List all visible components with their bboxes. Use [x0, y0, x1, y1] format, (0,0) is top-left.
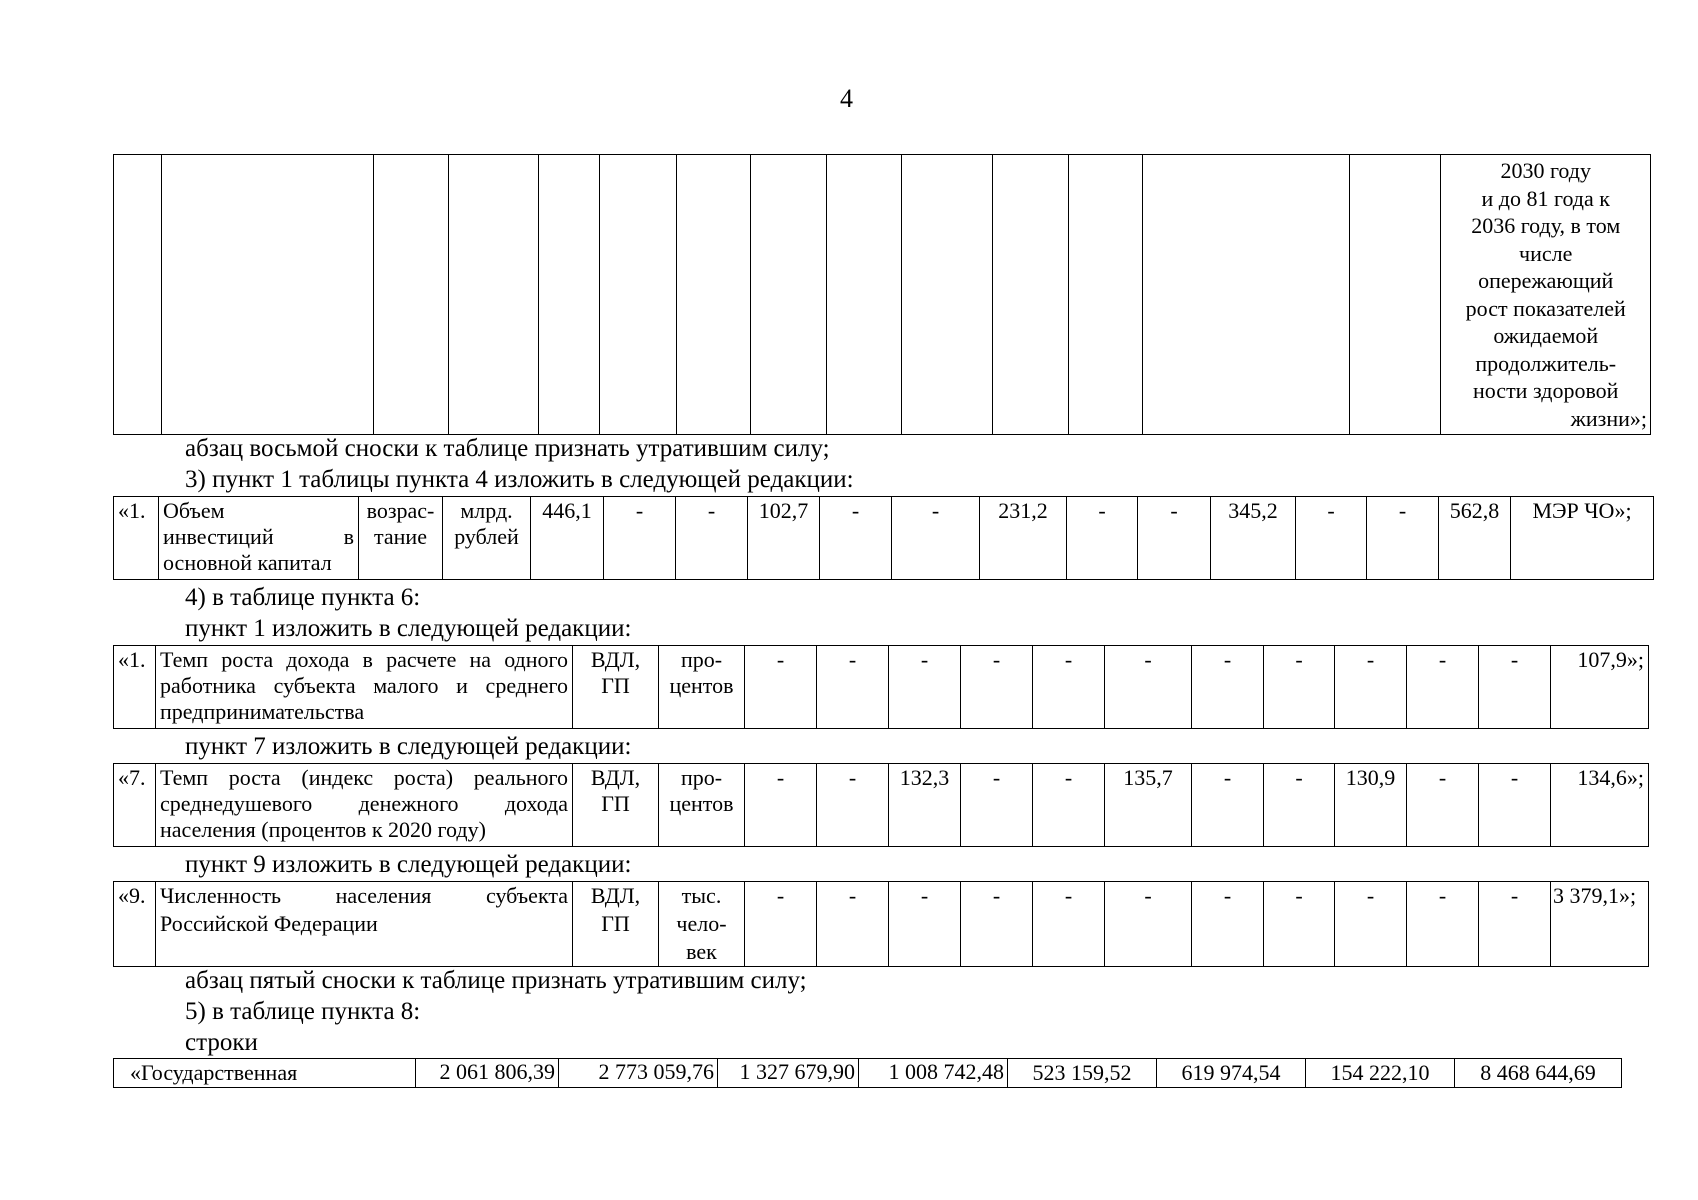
- paragraph-rows: строки: [185, 1029, 258, 1056]
- value-cell: 446,1: [531, 497, 604, 580]
- value-cell: -: [961, 646, 1033, 729]
- unit-cell: про- центов: [659, 646, 745, 729]
- value-cell: -: [1105, 646, 1192, 729]
- table-point-7: [113, 763, 1649, 847]
- value-cell: -: [889, 646, 961, 729]
- program-name: «Государственная: [114, 1059, 416, 1088]
- value-cell: 345,2: [1211, 497, 1296, 580]
- value-cell: -: [1192, 646, 1264, 729]
- paragraph-footnote-five: абзац пятый сноски к таблице признать утратившим силу;: [185, 967, 807, 994]
- paragraph-point-9: пункт 9 изложить в следующей редакции:: [185, 851, 632, 878]
- value-cell: 231,2: [980, 497, 1067, 580]
- table-row: [114, 646, 1649, 729]
- unit-cell: тыс. чело- век: [659, 882, 745, 967]
- value-cell: -: [1264, 646, 1335, 729]
- amount-cell: 2 773 059,76: [559, 1059, 718, 1088]
- table-cell: [599, 155, 676, 435]
- value-cell: -: [961, 882, 1033, 967]
- value-cell: -: [1264, 764, 1335, 847]
- paragraph-footnote-eight: абзац восьмой сноски к таблице признать утратившим силу;: [185, 435, 830, 462]
- paragraph-item-4-point-1: пункт 1 изложить в следующей редакции:: [185, 615, 632, 642]
- value-cell: -: [1479, 764, 1551, 847]
- value-cell: -: [1033, 646, 1105, 729]
- value-cell: -: [1335, 882, 1407, 967]
- value-cell: -: [1335, 646, 1407, 729]
- table-cell: [373, 155, 448, 435]
- value-cell: -: [889, 882, 961, 967]
- source-cell: ВДЛ, ГП: [573, 882, 659, 967]
- table-cell: [539, 155, 600, 435]
- row-number: «1.: [114, 497, 159, 580]
- value-cell: -: [892, 497, 980, 580]
- value-cell: -: [1367, 497, 1439, 580]
- table-row: [114, 1059, 1622, 1088]
- value-cell: -: [1105, 882, 1192, 967]
- value-cell: -: [817, 764, 889, 847]
- amount-cell: 1 008 742,48: [859, 1059, 1008, 1088]
- value-cell: -: [745, 882, 817, 967]
- value-cell: -: [1479, 646, 1551, 729]
- value-cell: -: [1479, 882, 1551, 967]
- amount-cell: 619 974,54: [1157, 1059, 1306, 1088]
- value-cell: -: [961, 764, 1033, 847]
- value-cell: -: [604, 497, 676, 580]
- table-goals-continuation: [113, 154, 1651, 435]
- table-cell: [449, 155, 539, 435]
- final-value-cell: 107,9»;: [1551, 646, 1649, 729]
- table-cell: [114, 155, 162, 435]
- indicator-name: Темп роста дохода в расчете на одного работника субъекта малого и среднего предпринимательства: [156, 646, 573, 729]
- table-row: [114, 882, 1649, 967]
- value-cell: -: [1407, 764, 1479, 847]
- table-row: [114, 764, 1649, 847]
- value-cell: -: [1264, 882, 1335, 967]
- value-cell: 135,7: [1105, 764, 1192, 847]
- table-cell: [993, 155, 1068, 435]
- table-point-1: [113, 645, 1649, 729]
- table-cell: [1350, 155, 1441, 435]
- paragraph-item-4: 4) в таблице пункта 6:: [185, 584, 421, 611]
- value-cell: -: [817, 882, 889, 967]
- indicator-kind: возрас- тание: [359, 497, 443, 580]
- table-cell: [1143, 155, 1350, 435]
- table-cell: [162, 155, 373, 435]
- amount-cell: 2 061 806,39: [416, 1059, 559, 1088]
- value-cell: -: [817, 646, 889, 729]
- amount-cell: 8 468 644,69: [1455, 1059, 1622, 1088]
- table-cell: [750, 155, 826, 435]
- table-cell: [902, 155, 993, 435]
- value-cell: -: [1407, 646, 1479, 729]
- value-cell: -: [820, 497, 892, 580]
- page-number: 4: [840, 84, 853, 113]
- table-cell: [677, 155, 750, 435]
- value-cell: -: [1296, 497, 1367, 580]
- paragraph-item-3: 3) пункт 1 таблицы пункта 4 изложить в следующей редакции:: [185, 466, 854, 493]
- value-cell: -: [745, 764, 817, 847]
- value-cell: -: [1033, 882, 1105, 967]
- table-row: [114, 155, 1651, 435]
- row-number: «7.: [114, 764, 156, 847]
- amount-cell: 154 222,10: [1306, 1059, 1455, 1088]
- value-cell: 132,3: [889, 764, 961, 847]
- unit-cell: млрд. рублей: [443, 497, 531, 580]
- table-investment: [113, 496, 1654, 580]
- value-cell: -: [1192, 764, 1264, 847]
- table-item-8-rows: [113, 1058, 1622, 1088]
- value-cell: -: [745, 646, 817, 729]
- responsible-cell: МЭР ЧО»;: [1511, 497, 1654, 580]
- value-cell: -: [1033, 764, 1105, 847]
- table-cell: [826, 155, 901, 435]
- value-cell: -: [676, 497, 748, 580]
- source-cell: ВДЛ, ГП: [573, 764, 659, 847]
- value-cell: 562,8: [1439, 497, 1511, 580]
- value-cell: -: [1067, 497, 1138, 580]
- table-point-9: [113, 881, 1649, 967]
- amount-cell: 523 159,52: [1008, 1059, 1157, 1088]
- source-cell: ВДЛ, ГП: [573, 646, 659, 729]
- row-number: «1.: [114, 646, 156, 729]
- indicator-name: Численность населения субъекта Российской Федерации: [156, 882, 573, 967]
- final-value-cell: 3 379,1»;: [1551, 882, 1649, 967]
- amount-cell: 1 327 679,90: [718, 1059, 859, 1088]
- paragraph-point-7: пункт 7 изложить в следующей редакции:: [185, 733, 632, 760]
- value-cell: 102,7: [748, 497, 820, 580]
- value-cell: -: [1192, 882, 1264, 967]
- value-cell: -: [1407, 882, 1479, 967]
- value-cell: -: [1138, 497, 1211, 580]
- indicator-name: Объем инвестиций в основной капитал: [159, 497, 359, 580]
- indicator-name: Темп роста (индекс роста) реального среднедушевого денежного дохода населения (процентов к 2020 году): [156, 764, 573, 847]
- table-cell: [1068, 155, 1142, 435]
- unit-cell: про- центов: [659, 764, 745, 847]
- table-row: [114, 497, 1654, 580]
- row-number: «9.: [114, 882, 156, 967]
- final-value-cell: 134,6»;: [1551, 764, 1649, 847]
- value-cell: 130,9: [1335, 764, 1407, 847]
- target-description-cell: 2030 году и до 81 года к 2036 году, в том числе опережающий рост показателей ожидаемой продолжитель- ности здоровой жизни»;: [1441, 155, 1651, 435]
- paragraph-item-5: 5) в таблице пункта 8:: [185, 998, 421, 1025]
